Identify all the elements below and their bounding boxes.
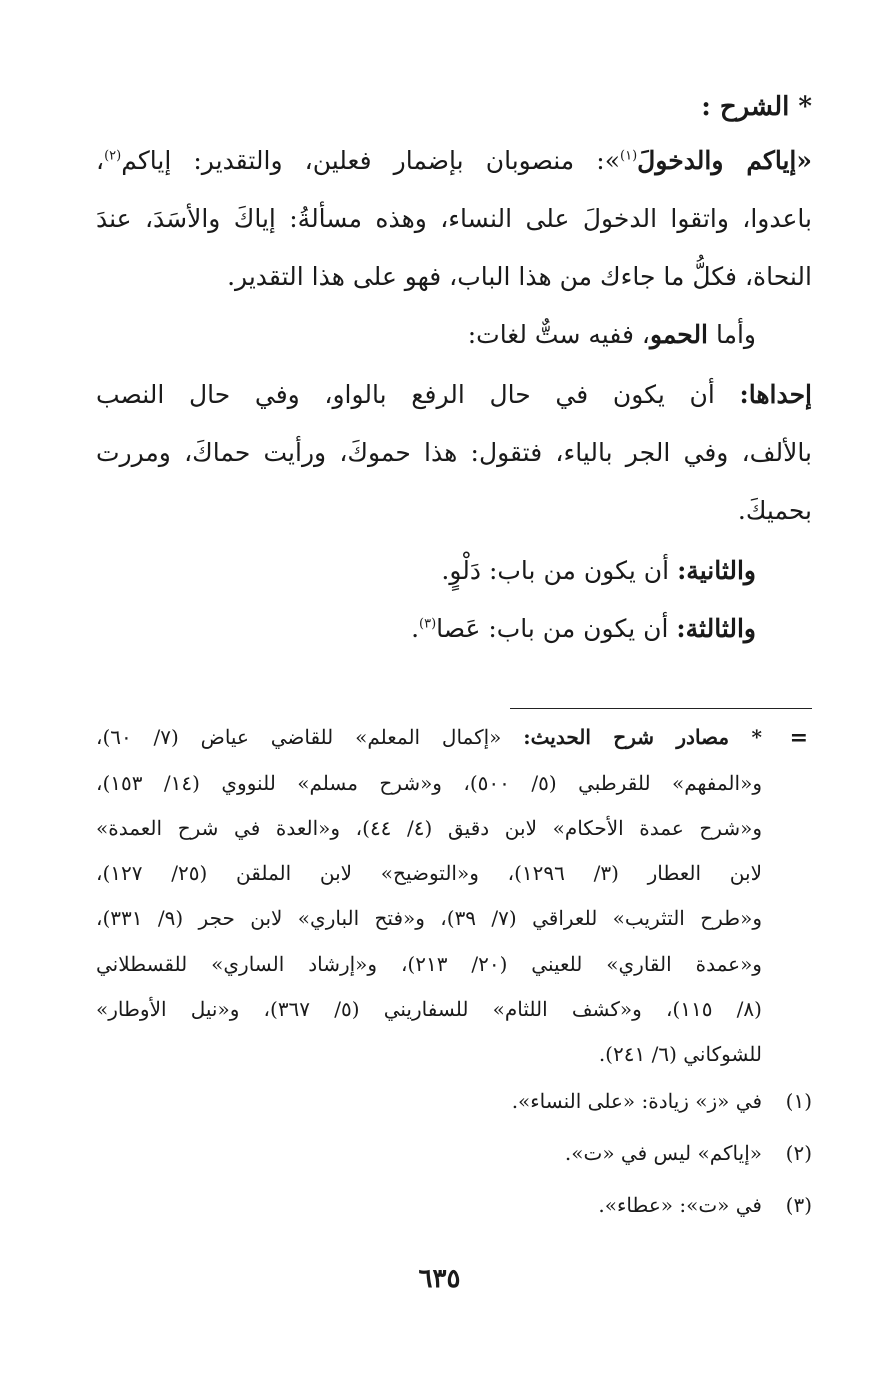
main-text xyxy=(96,92,812,672)
footnote-divider xyxy=(510,708,812,709)
footnote-text: في «ز» زيادة: «على النساء». xyxy=(511,1089,762,1113)
page-number: ٦٣٥ xyxy=(418,1264,461,1294)
footnote-1 xyxy=(96,1089,812,1141)
sources-line-4: لابن العطار (٣/ ١٢٩٦)، و«التوضيح» لابن الملقن (٢٥/ ١٢٧)، xyxy=(96,861,762,885)
body-line-6: بالألف، وفي الجر بالياء، فتقول: هذا حموكَ، ورأيت حماكَ، ومررت xyxy=(96,438,812,467)
body-line-1: «إياكم والدخولَ$^{(١)}$»: منصوبان بإضمار فعلين، والتقدير: إياكم$^{(٢)}$، xyxy=(96,146,812,175)
body-line-5: إحداها: أن يكون في حال الرفع بالواو، وفي حال النصب xyxy=(96,380,812,409)
footnote-text: في «ت»: «عطاء». xyxy=(598,1193,762,1217)
sources-line-3: و«شرح عمدة الأحكام» لابن دقيق (٤/ ٤٤)، و«العدة في شرح العمدة» xyxy=(96,816,762,840)
body-line-8: والثانية: أن يكون من باب: دَلْوٍ. xyxy=(441,556,756,585)
body-line-2: باعدوا، واتقوا الدخولَ على النساء، وهذه مسألةُ: إياكَ والأسَدَ، عندَ xyxy=(96,204,812,233)
footnote-3 xyxy=(96,1193,812,1245)
footnote-number: (٢) xyxy=(785,1141,812,1165)
body-line-7: بحميكَ. xyxy=(737,496,812,525)
sources-line-5: و«طرح التثريب» للعراقي (٧/ ٣٩)، و«فتح الباري» لابن حجر (٩/ ٣٣١)، xyxy=(96,906,762,930)
footnotes-area xyxy=(96,725,812,1245)
sources-note xyxy=(96,725,812,1089)
sources-line-1: * مصادر شرح الحديث: «إكمال المعلم» للقاضي عياض (٧/ ٦٠)، xyxy=(96,725,762,749)
sources-line-6: و«عمدة القاري» للعيني (٢٠/ ٢١٣)، و«إرشاد الساري» للقسطلاني xyxy=(96,952,762,976)
sources-line-2: و«المفهم» للقرطبي (٥/ ٥٠٠)، و«شرح مسلم» للنووي (١٤/ ١٥٣)، xyxy=(96,771,762,795)
continuation-marker: = xyxy=(789,725,808,751)
body-line-9: والثالثة: أن يكون من باب: عَصا$^{(٣)}$. xyxy=(411,614,756,643)
sources-line-8: للشوكاني (٦/ ٢٤١). xyxy=(598,1042,762,1066)
footnote-number: (١) xyxy=(785,1089,812,1113)
body-line-3: النحاة، فكلُّ ما جاءك من هذا الباب، فهو على هذا التقدير. xyxy=(227,262,812,291)
body-line-4: وأما الحمو، ففيه ستٌّ لغات: xyxy=(467,320,756,349)
footnote-number: (٣) xyxy=(785,1193,812,1217)
footnote-text: «إياكم» ليس في «ت». xyxy=(564,1141,762,1165)
footnote-2 xyxy=(96,1141,812,1193)
section-heading: * الشرح : xyxy=(701,92,812,122)
sources-line-7: (٨/ ١١٥)، و«كشف اللثام» للسفاريني (٥/ ٣٦٧)، و«نيل الأوطار» xyxy=(96,997,762,1021)
